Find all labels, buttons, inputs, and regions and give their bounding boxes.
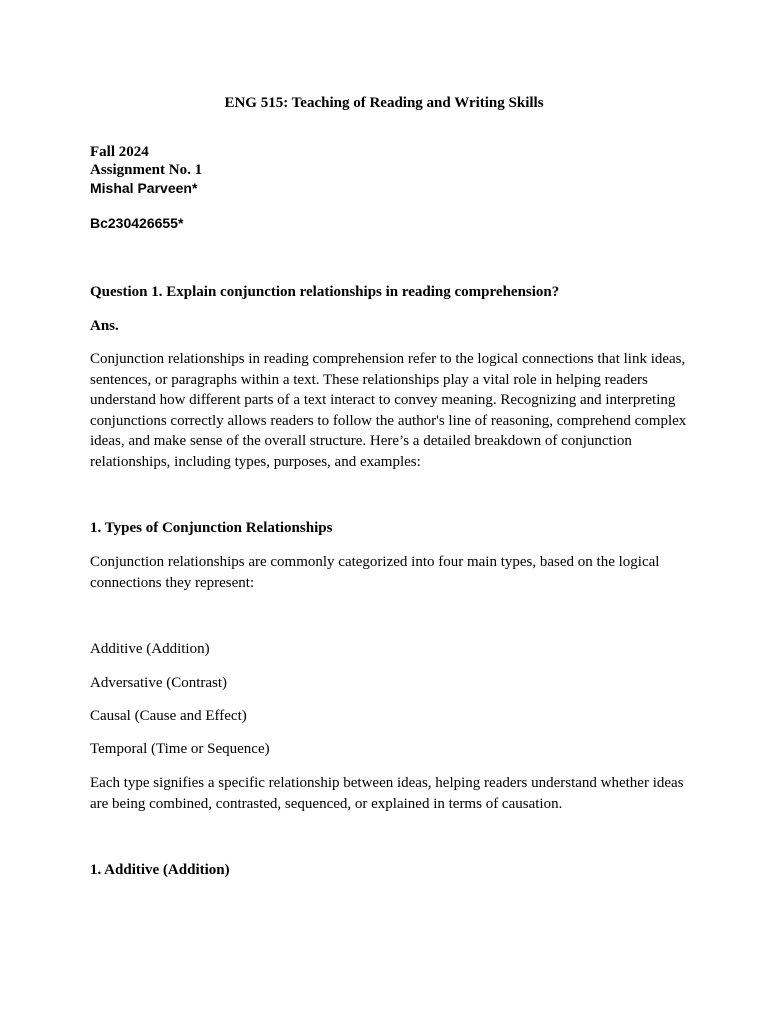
section-heading: 1. Types of Conjunction Relationships (90, 520, 333, 536)
types-summary-paragraph: Each type signifies a specific relationship between ideas, helping readers understand whether ideas are being combined, contrasted, sequenced, or explained in terms of causation. (90, 775, 684, 812)
answer-label: Ans. (90, 318, 119, 334)
intro-paragraph: Conjunction relationships in reading comprehension refer to the logical connections that link ideas, sentences, or paragraphs within a text. These relationships play a vital role in helping readers understand how different parts of a text interact to convey meaning. Recognizing and interpreting conjunctions correctly allows readers to follow the author's line of reasoning, comprehend complex ideas, and make sense of the overall structure. Here’s a detailed breakdown of conjunction relationships, including types, purposes, and examples: (90, 351, 687, 470)
document-title: ENG 515: Teaching of Reading and Writing Skills (224, 95, 544, 111)
question-heading: Question 1. Explain conjunction relationships in reading comprehension? (90, 284, 560, 300)
list-item-adversative: Adversative (Contrast) (90, 675, 228, 691)
list-item-temporal: Temporal (Time or Sequence) (90, 741, 270, 757)
spacer (90, 197, 202, 214)
list-item-additive: Additive (Addition) (90, 641, 210, 657)
header-info (90, 143, 202, 232)
assignment-number: Assignment No. 1 (90, 162, 203, 178)
subsection-heading: 1. Additive (Addition) (90, 862, 230, 878)
term: Fall 2024 (90, 144, 149, 160)
student-id: Bc230426655* (90, 215, 184, 231)
section-paragraph: Conjunction relationships are commonly categorized into four main types, based on the logical connections they represent: (90, 554, 660, 591)
student-name: Mishal Parveen* (90, 180, 198, 196)
list-item-causal: Causal (Cause and Effect) (90, 708, 247, 724)
